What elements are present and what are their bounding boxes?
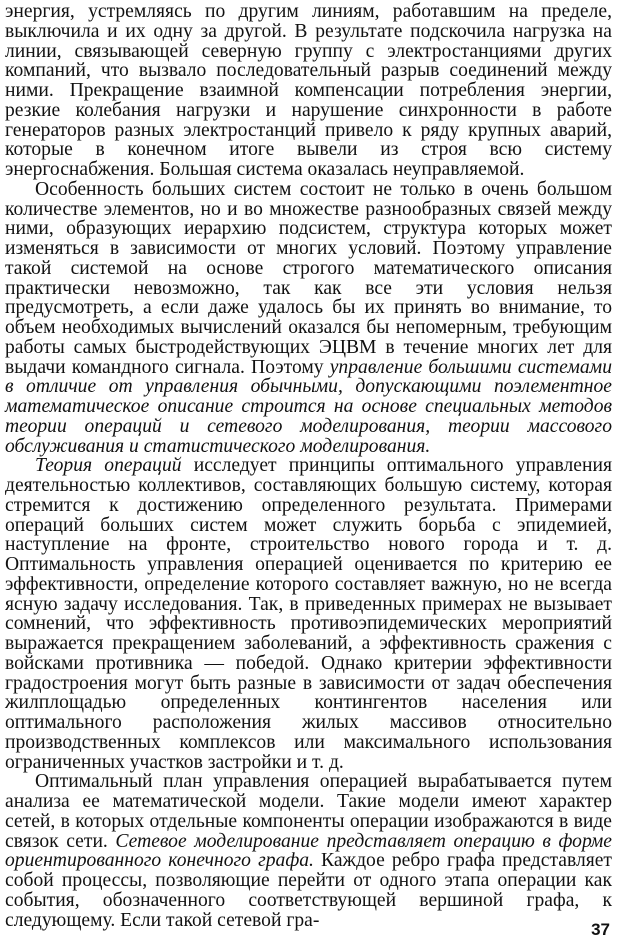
paragraph-4-text-start: Оптимальный план управления операцией вырабатывается путем анализа ее математической модели. Такие модели имеют характер сетей, в которых отдельные компоненты операции изображаются в виде связок сети. <box>5 771 612 852</box>
page-body <box>5 2 612 930</box>
paragraph-1-text: энергия, устремляясь по другим линиям, работавшим на пределе, выключила и их одну за другой. В результате подскочила нагрузка на линии, связывающей северную группу с электростанциями других компаний, что вызвало последовательный разрыв соединений между ними. Прекращение взаимной компенсации потребления энергии, резкие колебания нагрузки и нарушение синхронности в работе генераторов разных электростанций привело к ряду крупных аварий, которые в конечном итоге вывели из строя всю систему энергоснабжения. Большая система оказалась неуправляемой. <box>5 1 612 180</box>
paragraph-3-italic-term: Теория операций <box>35 455 182 477</box>
paragraph-3-text: исследует принципы оптимального управления деятельностью коллективов, составляющих большую систему, которая стремится к достижению определенного результата. Примерами операций больших систем может служить борьба с эпидемией, наступление на фронте, строительство нового города и т. д. Оптимальность управления операцией оценивается по критерию ее эффективности, определение которого составляет важную, но не всегда ясную задачу исследования. Так, в приведенных примерах не вызывает сомнений, что эффективность противоэпидемических мероприятий выражается прекращением заболеваний, а эффективность сражения с войсками противника — победой. Однако критерии эффективности градостроения могут быть разные в зависимости от задач обеспечения жилплощадью определенных контингентов населения или оптимального расположения жилых массивов относительно производственных комплексов или максимального использования ограниченных участков застройки и т. д. <box>5 455 612 773</box>
page-number: 37 <box>591 920 610 939</box>
paragraph-2 <box>5 180 612 457</box>
paragraph-4-italic-emphasis: Сетевое моделирование представляет операцию в форме ориентированного конечного графа. <box>5 830 612 872</box>
paragraph-2-italic-emphasis: управление большими системами в отличие от управления обычными, допускающими поэлементное математическое описание строится на основе специальных методов теории операций и сетевого моделирования, теории массового обслуживания и статистического моделирования. <box>5 356 612 457</box>
paragraph-4-text-end: Каждое ребро графа представляет собой процессы, позволяющие перейти от одного этапа операции как события, обозначенного соответствующей вершиной графа, к следующему. Если такой сетевой гра- <box>5 850 612 931</box>
paragraph-4 <box>5 772 612 930</box>
paragraph-2-text: Особенность больших систем состоит не только в очень большом количестве элементов, но и во множестве разнообразных связей между ними, образующих иерархию подсистем, структура которых может изменяться в зависимости от многих условий. Поэтому управление такой системой на основе строгого математического описания практически невозможно, так как все эти условия нельзя предусмотреть, а если даже удалось бы их принять во внимание, то объем необходимых вычислений оказался бы непомерным, требующим работы самых быстродействующих ЭЦВМ в течение многих лет для выдачи командного сигнала. Поэтому <box>5 178 612 378</box>
paragraph-1 <box>5 2 612 180</box>
paragraph-3 <box>5 456 612 772</box>
